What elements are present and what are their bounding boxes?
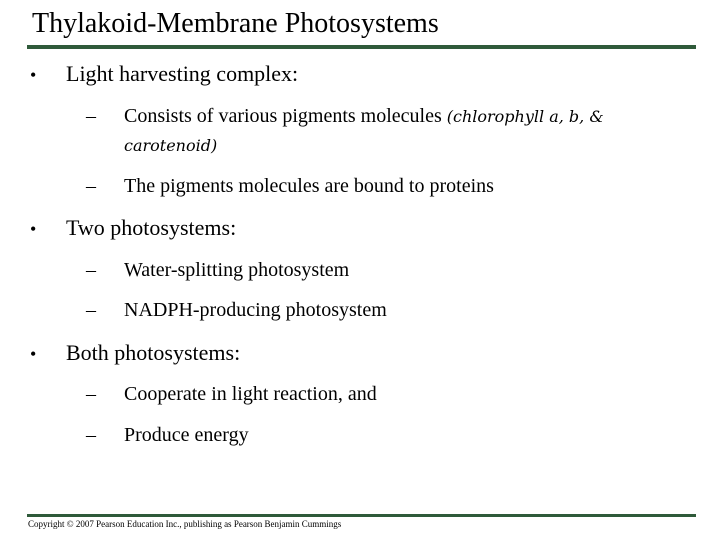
bullet-marker: •: [30, 219, 37, 239]
sub-bullet-produce-energy: [86, 422, 249, 448]
sub-bullet-text: NADPH-producing photosystem: [124, 299, 387, 321]
sub-bullet-text: Cooperate in light reaction, and: [124, 383, 377, 405]
sub-bullet-text: Consists of various pigments molecules: [124, 105, 447, 127]
bullet-two-photosystems: [30, 214, 236, 243]
slide-title: Thylakoid-Membrane Photosystems: [32, 8, 439, 39]
sub-bullet-marker: –: [86, 259, 96, 281]
bullet-both-photosystems: [30, 339, 240, 368]
sub-bullet-text: Water-splitting photosystem: [124, 259, 350, 281]
sub-bullet-marker: –: [86, 105, 96, 127]
sub-bullet-marker: –: [86, 299, 96, 321]
sub-bullet-continuation: carotenoid): [124, 136, 218, 155]
sub-bullet-italic-text: (chlorophyll a, b, &: [446, 107, 604, 126]
sub-bullet-bound-proteins: [86, 173, 494, 199]
bullet-text: Both photosystems:: [66, 340, 241, 365]
copyright-footer: Copyright © 2007 Pearson Education Inc., publishing as Pearson Benjamin Cummings: [28, 519, 342, 529]
sub-bullet-cooperate: [86, 381, 377, 407]
sub-bullet-text: Produce energy: [124, 424, 249, 446]
bullet-text: Light harvesting complex:: [66, 61, 299, 86]
bullet-marker: •: [30, 65, 37, 85]
sub-bullet-marker: –: [86, 383, 96, 405]
sub-bullet-nadph-producing: [86, 297, 387, 323]
sub-bullet-marker: –: [86, 175, 96, 197]
bullet-text: Two photosystems:: [66, 215, 237, 240]
footer-divider: [27, 514, 696, 517]
bullet-marker: •: [30, 344, 37, 364]
sub-bullet-water-splitting: [86, 257, 349, 283]
sub-bullet-marker: –: [86, 424, 96, 446]
sub-bullet-pigments: [86, 103, 604, 130]
title-divider: [27, 45, 696, 49]
bullet-light-harvesting: [30, 60, 298, 89]
sub-bullet-text: The pigments molecules are bound to proteins: [124, 175, 494, 197]
